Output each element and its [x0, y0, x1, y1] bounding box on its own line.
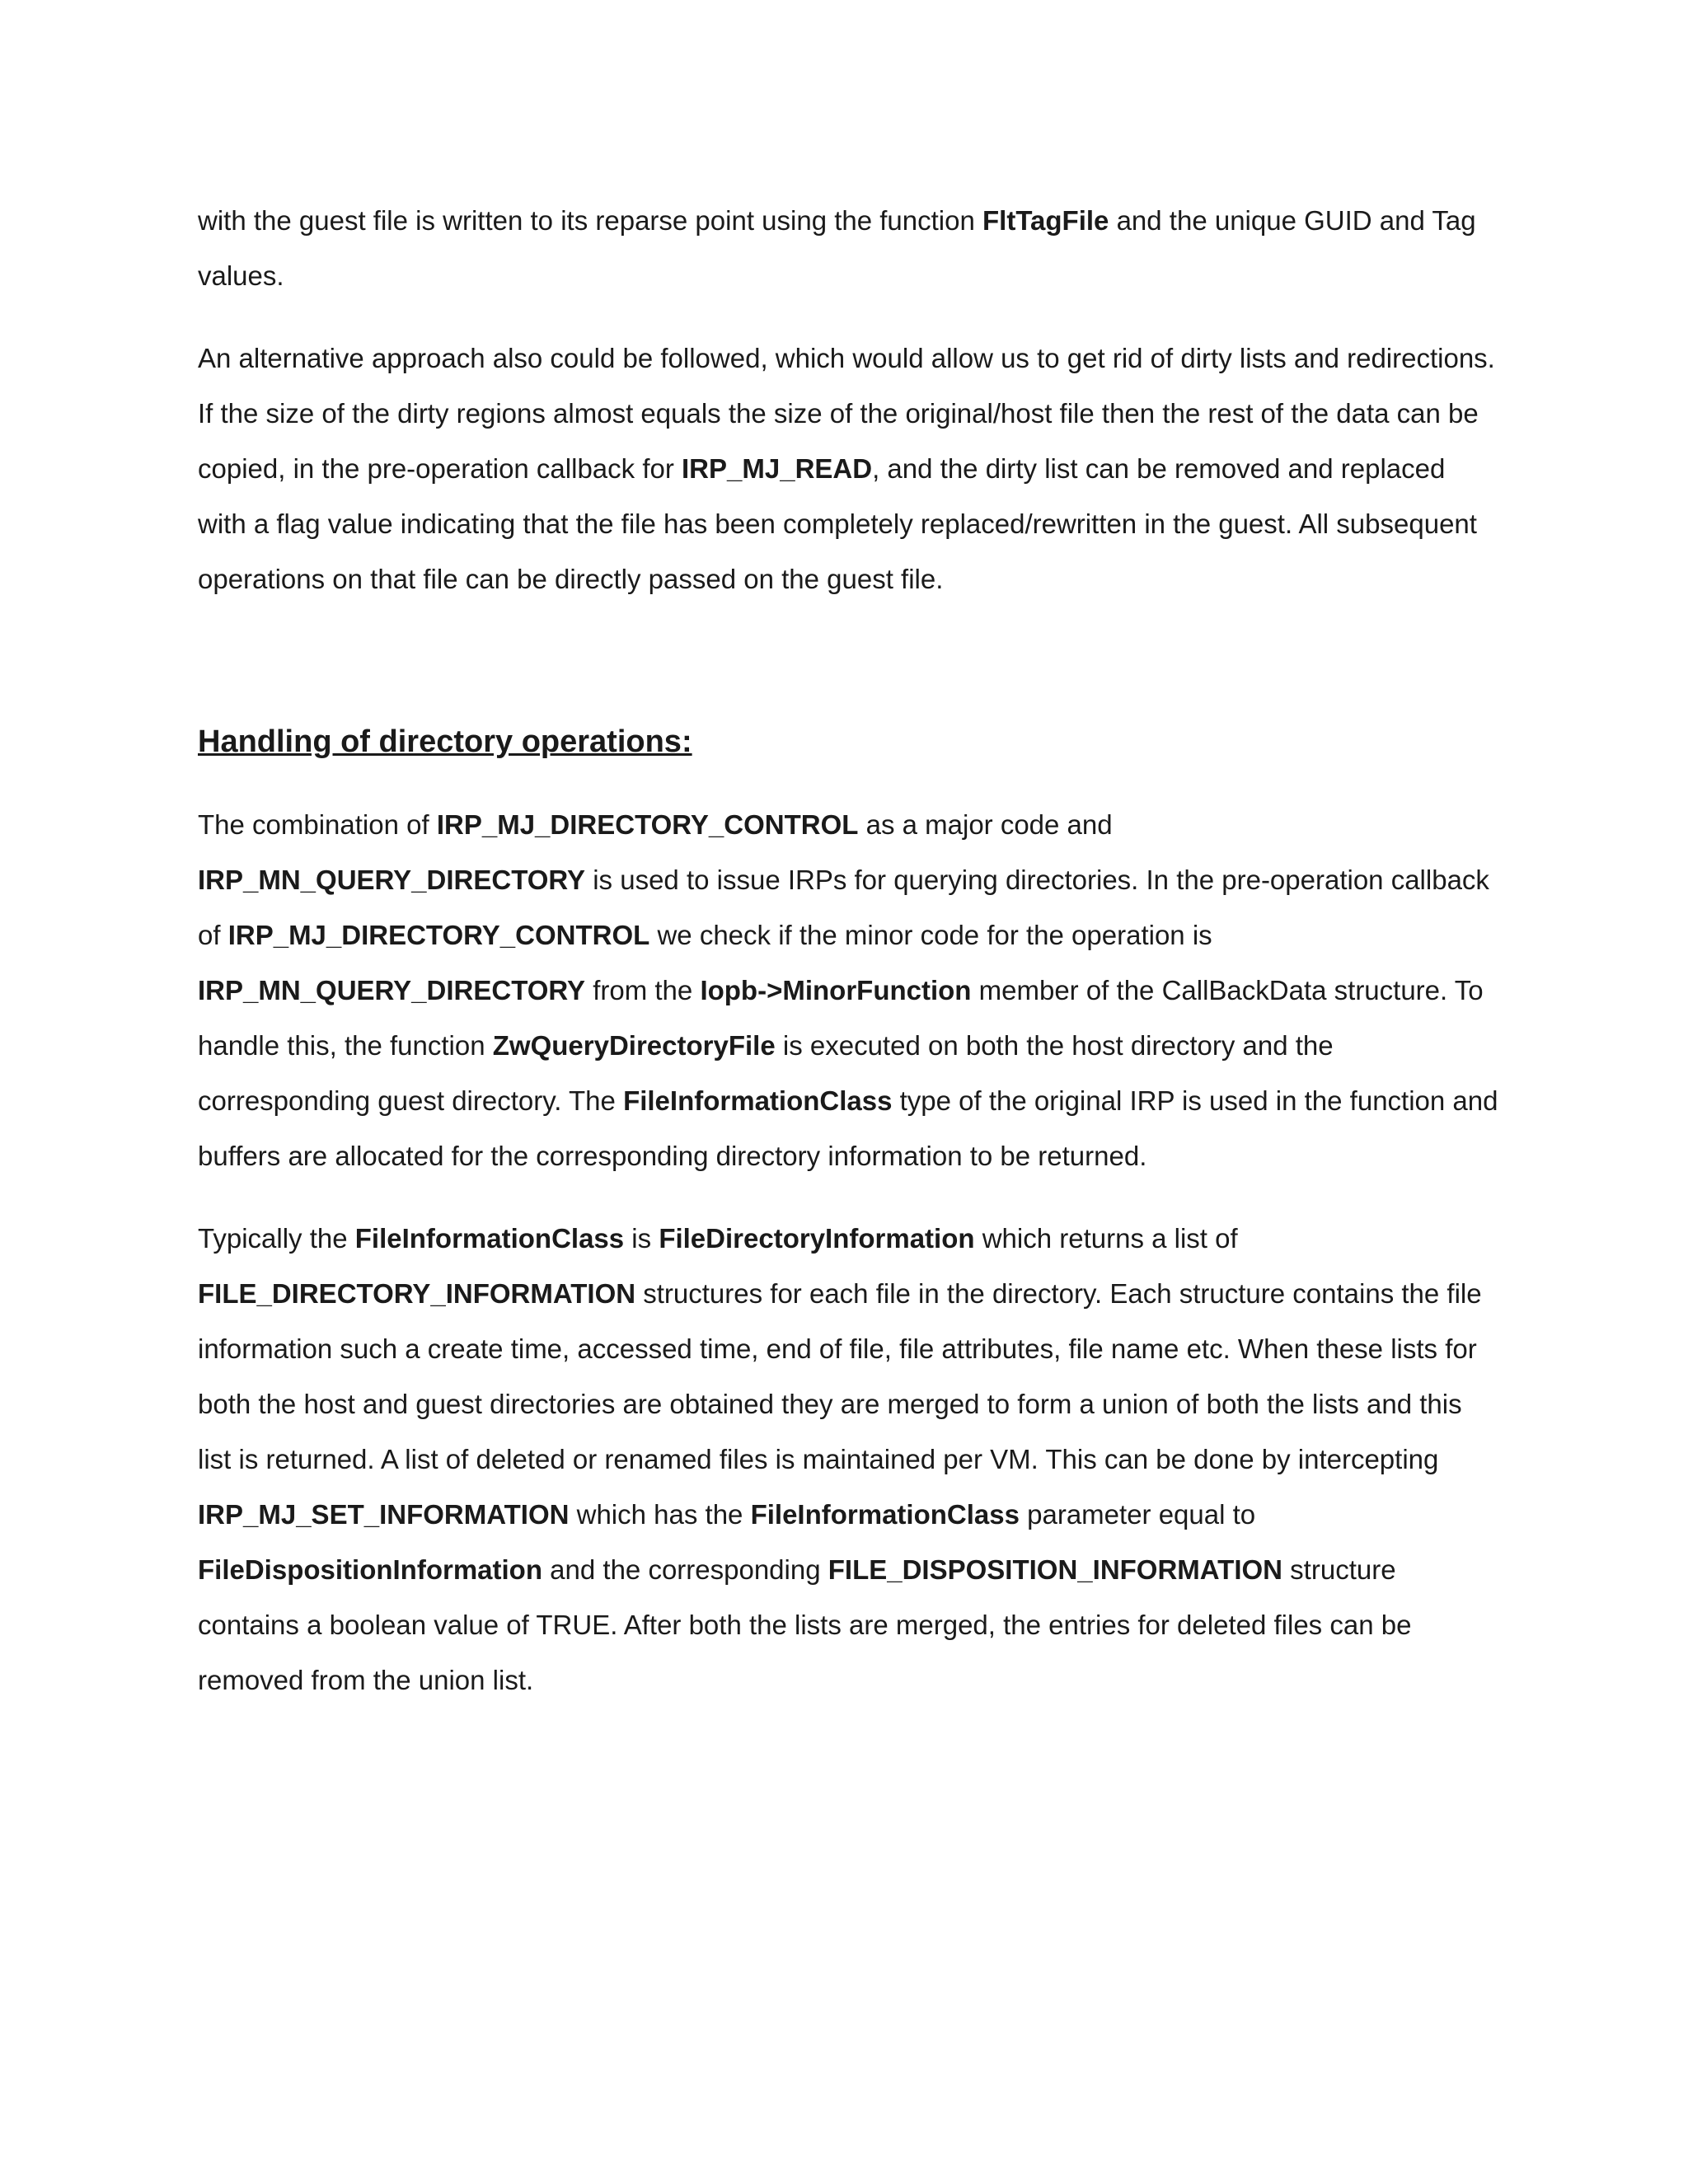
text-run: from the — [585, 975, 701, 1005]
bold-term: IRP_MJ_DIRECTORY_CONTROL — [227, 920, 650, 950]
paragraph — [198, 1211, 1500, 1708]
text-run: structure contains a boolean value of TRUE. After both the lists are merged, the entries for deleted files can be removed from the union list. — [198, 1554, 1412, 1695]
paragraph — [198, 797, 1500, 1183]
text-run: as a major code and — [858, 809, 1113, 840]
text-run: which returns a list of — [974, 1223, 1238, 1254]
bold-term: FltTagFile — [982, 205, 1109, 236]
text-run: is executed on both the host directory and the corresponding guest directory. The — [198, 1030, 1334, 1116]
paragraph — [198, 330, 1500, 607]
section-heading: Handling of directory operations: — [198, 724, 692, 759]
bold-term: FILE_DISPOSITION_INFORMATION — [828, 1554, 1283, 1585]
text-run: , and the dirty list can be removed and replaced with a flag value indicating that the file has been completely replaced/rewritten in the guest. All subsequent operations on that file can be directly passed on the guest file. — [198, 453, 1477, 594]
text-run: with the guest file is written to its reparse point using the function — [198, 205, 983, 236]
bold-term: IRP_MN_QUERY_DIRECTORY — [198, 865, 586, 895]
bold-term: IRP_MJ_DIRECTORY_CONTROL — [436, 809, 859, 840]
text-run: we check if the minor code for the operation is — [649, 920, 1212, 950]
text-run: An alternative approach also could be followed, which would allow us to get rid of dirty lists and redirections. If the size of the dirty regions almost equals the size of the original/host file then the rest of the data can be copied, in the pre-operation callback for — [198, 343, 1495, 484]
bold-term: FileInformationClass — [623, 1085, 893, 1116]
text-run: and the corresponding — [542, 1554, 828, 1585]
bold-term: ZwQueryDirectoryFile — [492, 1030, 776, 1061]
text-run: structures for each file in the directory. Each structure contains the file information such a create time, accessed time, end of file, file attributes, file name etc. When these lists for both the host and guest directories are obtained they are merged to form a union of both the lists and this list is returned. A list of deleted or renamed files is maintained per VM. This can be done by intercepting — [198, 1278, 1482, 1474]
bold-term: FileInformationClass — [354, 1223, 625, 1254]
text-run: is — [624, 1223, 659, 1254]
bold-term: IRP_MN_QUERY_DIRECTORY — [198, 975, 586, 1005]
text-run: and the unique GUID and Tag values. — [198, 205, 1476, 291]
text-run: which has the — [569, 1499, 751, 1530]
text-run: Typically the — [198, 1223, 355, 1254]
text-run: is used to issue IRPs for querying directories. In the pre-operation callback of — [198, 865, 1489, 950]
bold-term: Iopb->MinorFunction — [700, 975, 972, 1005]
bold-term: FileDispositionInformation — [198, 1554, 542, 1585]
text-run: The combination of — [198, 809, 437, 840]
bold-term: FileDirectoryInformation — [659, 1223, 975, 1254]
bold-term: FileInformationClass — [750, 1499, 1020, 1530]
document-body — [198, 193, 1500, 1735]
text-run: member of the CallBackData structure. To handle this, the function — [198, 975, 1484, 1061]
paragraph — [198, 193, 1500, 303]
text-run: parameter equal to — [1019, 1499, 1256, 1530]
bold-term: IRP_MJ_SET_INFORMATION — [198, 1499, 570, 1530]
text-run: type of the original IRP is used in the function and buffers are allocated for the corresponding directory information to be returned. — [198, 1085, 1498, 1171]
bold-term: FILE_DIRECTORY_INFORMATION — [198, 1278, 636, 1309]
bold-term: IRP_MJ_READ — [682, 453, 873, 484]
